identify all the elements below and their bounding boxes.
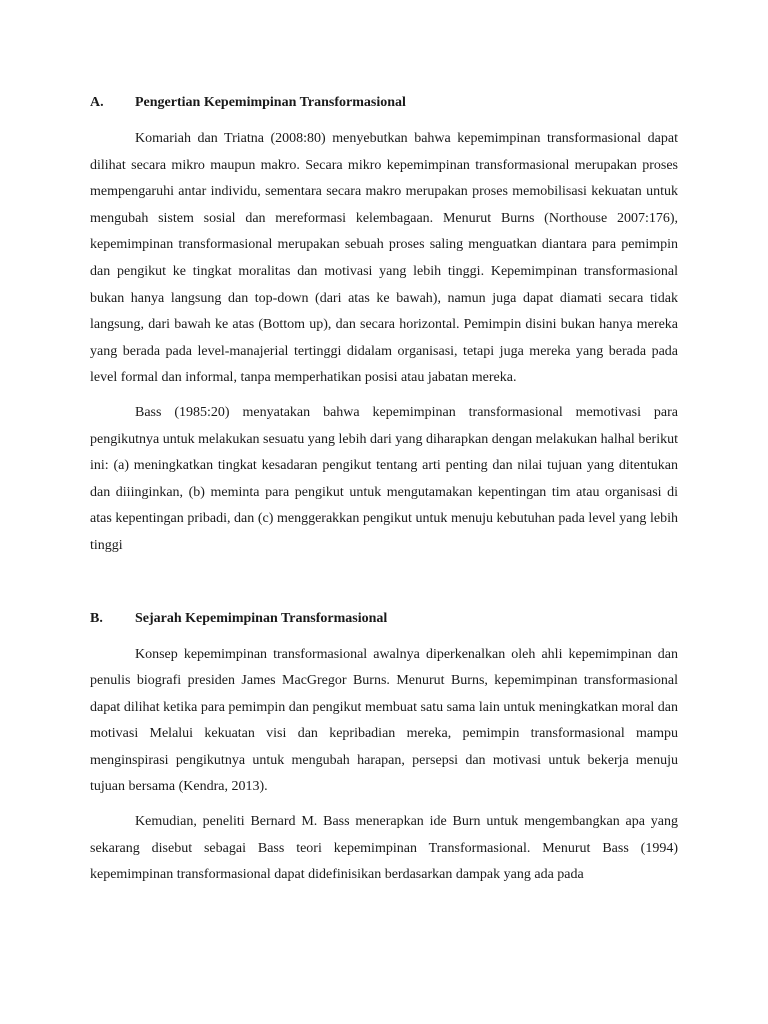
document-page xyxy=(90,90,678,889)
section-b-paragraph-2: Kemudian, peneliti Bernard M. Bass menerapkan ide Burn untuk mengembangkan apa yang sekarang disebut sebagai Bass teori kepemimpinan Transformasional. Menurut Bass (1994) kepemimpinan transformasional dapat didefinisikan berdasarkan dampak yang ada pada xyxy=(90,814,678,883)
section-b-paragraph-1: Konsep kepemimpinan transformasional awalnya diperkenalkan oleh ahli kepemimpinan dan penulis biografi presiden James MacGregor Burns. Menurut Burns, kepemimpinan transformasional dapat dilihat ketika para pemimpin dan pengikut membuat satu sama lain untuk meningkatkan moral dan motivasi Melalui kekuatan visi dan kepribadian mereka, pemimpin transformasional mampu menginspirasi pengikutnya untuk mengubah harapan, persepsi dan motivasi untuk bekerja menuju tujuan bersama (Kendra, 2013). xyxy=(90,646,678,795)
section-a-letter: A. xyxy=(90,95,104,110)
section-a-heading xyxy=(90,90,678,116)
section-a-paragraph-1: Komariah dan Triatna (2008:80) menyebutkan bahwa kepemimpinan transformasional dapat dilihat secara mikro maupun makro. Secara mikro kepemimpinan transformasional merupakan proses mempengaruhi antar individu, sementara secara makro merupakan proses memobilisasi kekuatan untuk mengubah sistem sosial dan mereformasi kelembagaan. Menurut Burns (Northouse 2007:176), kepemimpinan transformasional merupakan sebuah proses saling menguatkan diantara para pemimpin dan pengikut ke tingkat moralitas dan motivasi yang lebih tinggi. Kepemimpinan transformasional bukan hanya langsung dan top-down (dari atas ke bawah), namun juga dapat diamati secara tidak langsung, dari bawah ke atas (Bottom up), dan secara horizontal. Pemimpin disini bukan hanya mereka yang berada pada level-manajerial tertinggi didalam organisasi, tetapi juga mereka yang berada pada level formal dan informal, tanpa memperhatikan posisi atau jabatan mereka. xyxy=(90,131,678,386)
section-b-title: Sejarah Kepemimpinan Transformasional xyxy=(135,610,388,626)
section-a-title: Pengertian Kepemimpinan Transformasional xyxy=(135,95,406,110)
section-a-paragraph-2: Bass (1985:20) menyatakan bahwa kepemimpinan transformasional memotivasi para pengikutnya untuk melakukan sesuatu yang lebih dari yang diharapkan dengan melakukan halhal berikut ini: (a) meningkatkan tingkat kesadaran pengikut tentang arti penting dan nilai tujuan yang ditentukan dan diiinginkan, (b) meminta para pengikut untuk mengutamakan kepentingan tim atau organisasi di atas kepentingan pribadi, dan (c) menggerakkan pengikut untuk menuju kebutuhan pada level yang lebih tinggi xyxy=(90,404,678,553)
section-b-heading xyxy=(90,606,678,632)
section-b-letter: B. xyxy=(90,610,103,626)
